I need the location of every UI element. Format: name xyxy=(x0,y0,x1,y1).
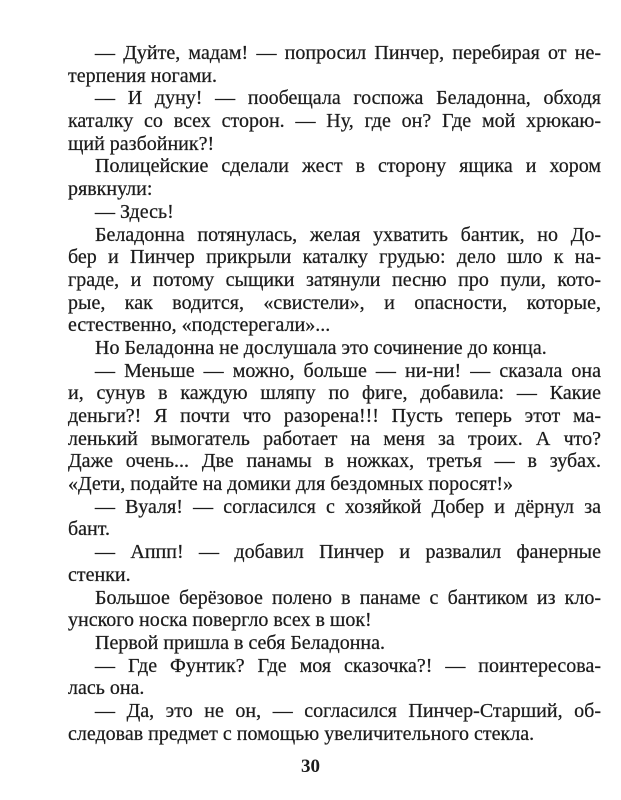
text-line: Первой пришла в себя Беладонна. xyxy=(95,631,385,654)
text-line: — Меньше — можно, больше — ни-ни! — сказала она xyxy=(95,359,601,382)
text-line: — Да, это не он, — согласился Пинчер-Старший, об- xyxy=(95,699,601,722)
text-line: ленький вымогатель работает на меня за троих. А что? xyxy=(68,427,601,450)
paragraph xyxy=(68,42,601,87)
text-line: бер и Пинчер прикрыли каталку грудью: дело шло к на- xyxy=(68,246,601,269)
paragraph xyxy=(68,541,601,586)
paragraph xyxy=(68,632,601,655)
paragraph xyxy=(68,360,601,496)
text-line: Но Беладонна не дослушала это сочинение до конца. xyxy=(95,336,547,359)
text-line: рявкнули: xyxy=(68,178,153,201)
text-line: следовав предмет с помощью увеличительного стекла. xyxy=(68,722,535,745)
text-line: граде, и потому сыщики затянули песню про пули, кото- xyxy=(68,268,601,291)
paragraph xyxy=(68,87,601,155)
text-line: лась она. xyxy=(68,677,145,700)
text-line: каталку со всех сторон. — Ну, где он? Где мой хрюкаю- xyxy=(68,110,601,133)
paragraph xyxy=(68,155,601,200)
paragraph xyxy=(68,587,601,632)
text-line: деньги?! Я почти что разорена!!! Пусть теперь этот ма- xyxy=(68,405,601,427)
paragraph xyxy=(68,655,601,700)
text-line: бант. xyxy=(68,518,110,541)
page-number: 30 xyxy=(301,756,320,777)
text-line: «Дети, подайте на домики для бездомных поросят!» xyxy=(68,473,514,496)
paragraph xyxy=(68,700,601,745)
text-line: стенки. xyxy=(68,563,131,586)
text-line: — И дуну! — пообещала госпожа Беладонна, обходя xyxy=(95,87,601,110)
text-line: унского носка повергло всех в шок! xyxy=(68,609,372,632)
text-line: — Дуйте, мадам! — попросил Пинчер, перебирая от не- xyxy=(95,42,601,64)
text-line: Даже очень... Две панамы в ножках, третья — в зубах. xyxy=(68,450,601,473)
text-line: — Где Фунтик? Где моя сказочка?! — поинтересова- xyxy=(95,654,601,677)
text-line: Беладонна потянулась, желая ухватить бантик, но До- xyxy=(95,223,601,246)
text-line: — Аппп! — добавил Пинчер и развалил фанерные xyxy=(95,541,601,564)
paragraph xyxy=(68,496,601,541)
paragraph xyxy=(68,201,601,224)
text-line: Большое берёзовое полено в панаме с бантиком из кло- xyxy=(95,586,601,609)
text-line: терпения ногами. xyxy=(68,64,217,87)
text-line: естественно, «подстерегали»... xyxy=(68,314,331,337)
text-line: — Здесь! xyxy=(95,200,174,223)
text-line: Полицейские сделали жест в сторону ящика и хором xyxy=(95,155,601,178)
text-line: рые, как водится, «свистели», и опасности, которые, xyxy=(68,291,601,314)
text-line: — Вуаля! — согласился с хозяйкой Добер и дёрнул за xyxy=(95,495,601,518)
paragraph xyxy=(68,224,601,337)
text-line: и, сунув в каждую шляпу по фиге, добавила: — Какие xyxy=(68,382,601,405)
paragraph xyxy=(68,337,601,360)
page-body-text xyxy=(68,42,601,745)
text-line: щий разбойник?! xyxy=(68,132,215,155)
